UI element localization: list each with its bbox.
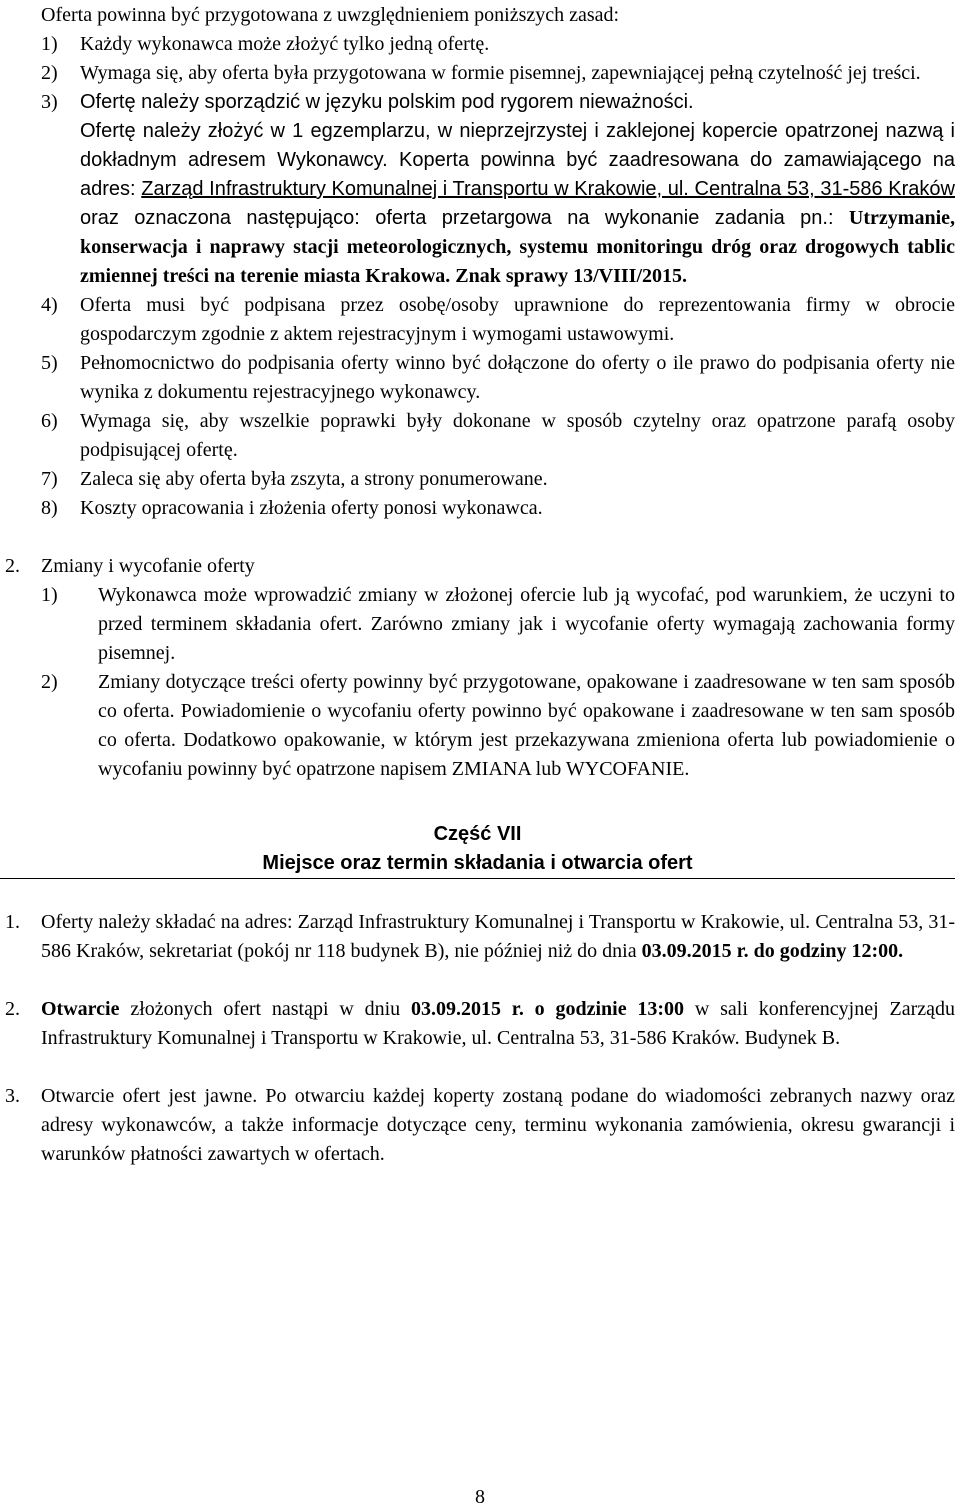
rule-item-5	[41, 349, 955, 407]
point-1	[5, 908, 955, 966]
section-number: 2.	[5, 555, 20, 577]
section-2	[0, 552, 955, 784]
envelope-instructions	[80, 117, 955, 291]
rule-item-1	[41, 30, 955, 59]
rule-text: Wymaga się, aby oferta była przygotowana w formie pisemnej, zapewniającej pełną czytelność jej treści.	[80, 62, 921, 84]
opening-label: Otwarcie	[41, 998, 120, 1020]
rule-text: Pełnomocnictwo do podpisania oferty winno być dołączone do oferty o ile prawo do podpisania oferty nie wynika z dokumentu rejestracyjnego wykonawcy.	[80, 352, 955, 403]
rule-item-2	[41, 59, 955, 88]
rule-item-8	[41, 494, 955, 523]
point-text: złożonych ofert nastąpi w dniu	[119, 998, 411, 1020]
point-text: Otwarcie ofert jest jawne. Po otwarciu każdej koperty zostaną podane do wiadomości zebranych nazwy oraz adresy wykonawców, a także informacje dotyczące ceny, terminu wykonania zamówienia, okresu gwarancji i warunków płatności zawartych w ofertach.	[41, 1085, 955, 1165]
rule-number: 2)	[41, 62, 58, 84]
item-number: 1)	[41, 584, 58, 606]
part-heading	[0, 820, 955, 879]
envelope-text: Ofertę należy złożyć w 1 egzemplarzu, w nieprzejrzystej i zaklejonej kopercie opatrzonej nazwą i dokładnym adresem Wykonawcy. Koperta powinna być zaadresowana do zamawiającego na adres:	[80, 120, 955, 200]
page-number: 8	[475, 1486, 485, 1508]
section-2-item-2	[41, 668, 955, 784]
rule-item-7	[41, 465, 955, 494]
deadline-date: 03.09.2015 r. do godziny 12:00.	[641, 940, 904, 962]
spacer	[41, 879, 955, 908]
offer-rules-list	[41, 30, 955, 523]
rule-text: Wymaga się, aby wszelkie poprawki były dokonane w sposób czytelny oraz opatrzone parafą osoby podpisującej ofertę.	[80, 410, 955, 461]
point-2	[5, 995, 955, 1053]
address-text: Zarząd Infrastruktury Komunalnej i Transportu w Krakowie, ul. Centralna 53, 31-586 Kraków	[141, 178, 955, 200]
point-3	[5, 1082, 955, 1169]
point-text: w sali konferencyjnej Zarządu Infrastruktury Komunalnej i Transportu w Krakowie, ul. Centralna 53, 31-586 Kraków. Budynek B.	[41, 998, 955, 1049]
points-list	[0, 908, 955, 1169]
rule-text: Koszty opracowania i złożenia oferty ponosi wykonawca.	[80, 497, 543, 519]
rule-text: Ofertę należy sporządzić w języku polskim pod rygorem nieważności.	[80, 91, 694, 113]
point-number: 3.	[5, 1085, 20, 1107]
rule-item-4	[41, 291, 955, 349]
section-2-item-1	[41, 581, 955, 668]
rule-number: 7)	[41, 468, 58, 490]
spacer	[5, 1053, 955, 1082]
task-title: Utrzymanie, konserwacja i naprawy stacji meteorologicznych, systemu monitoringu dróg oraz drogowych tablic zmiennej treści na terenie miasta Krakowa. Znak sprawy 13/VIII/2015.	[80, 207, 955, 287]
spacer	[41, 784, 955, 820]
marking-text: oraz oznaczona następująco: oferta przetargowa na wykonanie zadania pn.:	[80, 207, 849, 229]
rule-number: 8)	[41, 497, 58, 519]
rule-text: Każdy wykonawca może złożyć tylko jedną ofertę.	[80, 33, 490, 55]
rule-text: Oferta musi być podpisana przez osobę/osoby uprawnione do reprezentowania firmy w obrocie gospodarczym zgodnie z aktem rejestracyjnym i wymogami ustawowymi.	[80, 294, 955, 345]
rule-number: 1)	[41, 33, 58, 55]
point-number: 2.	[5, 998, 20, 1020]
rule-item-3	[41, 88, 955, 291]
section-title: Zmiany i wycofanie oferty	[41, 555, 255, 577]
rule-number: 6)	[41, 410, 58, 432]
part-title: Część VII	[433, 823, 522, 845]
item-number: 2)	[41, 671, 58, 693]
spacer	[41, 523, 955, 552]
item-text: Wykonawca może wprowadzić zmiany w złożonej ofercie lub ją wycofać, pod warunkiem, że uczyni to przed terminem składania ofert. Zarówno zmiany jak i wycofanie oferty wymagają zachowania formy pisemnej.	[98, 584, 955, 664]
rule-number: 5)	[41, 352, 58, 374]
rule-text: Zaleca się aby oferta była zszyta, a strony ponumerowane.	[80, 468, 548, 490]
rule-number: 4)	[41, 294, 58, 316]
rule-number: 3)	[41, 91, 58, 113]
point-number: 1.	[5, 911, 20, 933]
part-subtitle: Miejsce oraz termin składania i otwarcia ofert	[262, 852, 693, 874]
rule-item-6	[41, 407, 955, 465]
point-text: Oferty należy składać na adres: Zarząd Infrastruktury Komunalnej i Transportu w Krakowie, ul. Centralna 53, 31-586 Kraków, sekretariat (pokój nr 118 budynek B), nie później niż do dnia	[41, 911, 955, 962]
spacer	[5, 966, 955, 995]
opening-date: 03.09.2015 r. o godzinie 13:00	[410, 998, 685, 1020]
item-text: Zmiany dotyczące treści oferty powinny być przygotowane, opakowane i zaadresowane w ten sam sposób co oferta. Powiadomienie o wycofaniu oferty powinno być opakowane i zaadresowane w ten sam sposób co oferta. Dodatkowo opakowanie, w którym jest przekazywana zmieniona oferta lub powiadomienie o wycofaniu powinny być opatrzone napisem ZMIANA lub WYCOFANIE.	[98, 671, 955, 780]
intro-text: Oferta powinna być przygotowana z uwzględnieniem poniższych zasad:	[41, 4, 620, 26]
